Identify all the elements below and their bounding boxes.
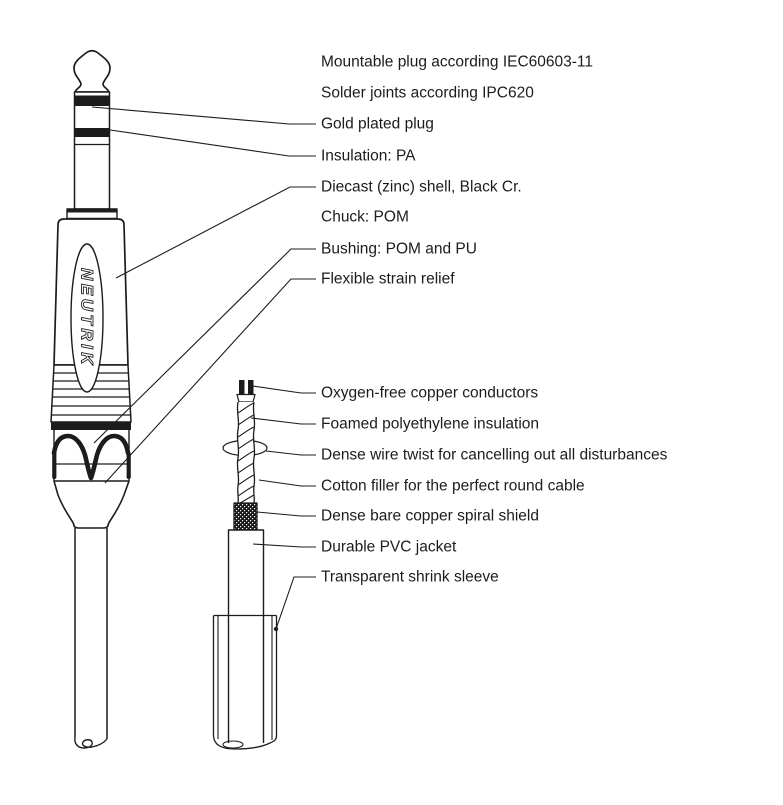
cable-cutaway-drawing — [214, 380, 277, 749]
label-copper-conductors: Oxygen-free copper conductors — [321, 384, 539, 402]
leader-insulation — [110, 130, 316, 156]
leader-wire-twist — [266, 451, 316, 455]
plug-chuck-band — [51, 422, 131, 430]
label-insulation-pa: Insulation: PA — [321, 147, 416, 165]
trs-plug-drawing — [51, 51, 131, 748]
leader-cotton-filler — [259, 480, 316, 486]
label-chuck-pom: Chuck: POM — [321, 208, 409, 226]
plug-insulator-band-2 — [75, 128, 110, 137]
cable-twisted-pair — [237, 402, 254, 503]
leader-foamed-insulation — [251, 418, 316, 424]
label-foamed-insulation: Foamed polyethylene insulation — [321, 415, 539, 433]
label-gold-plated-plug: Gold plated plug — [321, 115, 434, 133]
label-pvc-jacket: Durable PVC jacket — [321, 538, 457, 556]
label-mountable-plug: Mountable plug according IEC60603-11 — [321, 53, 594, 71]
leader-shrink-sleeve-dot — [274, 627, 278, 631]
label-strain-relief: Flexible strain relief — [321, 270, 455, 288]
plug-insulator-band-1 — [75, 96, 110, 107]
label-wire-twist: Dense wire twist for cancelling out all disturbances — [321, 446, 668, 464]
leader-copper-conductors — [253, 386, 316, 393]
label-bushing: Bushing: POM and PU — [321, 240, 477, 258]
cable-conductors — [237, 380, 255, 402]
plug-shaft — [75, 92, 110, 209]
label-shrink-sleeve: Transparent shrink sleeve — [321, 568, 499, 586]
plug-cable — [75, 528, 107, 748]
cable-jacket — [229, 530, 264, 743]
leader-shrink-sleeve — [276, 577, 316, 629]
leader-gold-plated-plug — [92, 107, 316, 124]
plug-chuck — [52, 430, 131, 481]
plug-tip — [74, 51, 110, 92]
cable-shield — [234, 503, 257, 530]
leader-spiral-shield — [257, 512, 316, 516]
label-cotton-filler: Cotton filler for the perfect round cable — [321, 477, 585, 495]
leader-diecast-shell — [116, 187, 316, 278]
cable-label-column — [321, 385, 668, 586]
brand-name: NEUTRIK — [77, 267, 97, 369]
label-spiral-shield: Dense bare copper spiral shield — [321, 507, 539, 525]
leader-strain-relief — [105, 279, 316, 483]
plug-label-column — [321, 54, 593, 288]
label-solder-joints: Solder joints according IPC620 — [321, 84, 534, 102]
label-diecast-shell: Diecast (zinc) shell, Black Cr. — [321, 178, 522, 196]
strain-relief-boot — [54, 481, 129, 528]
